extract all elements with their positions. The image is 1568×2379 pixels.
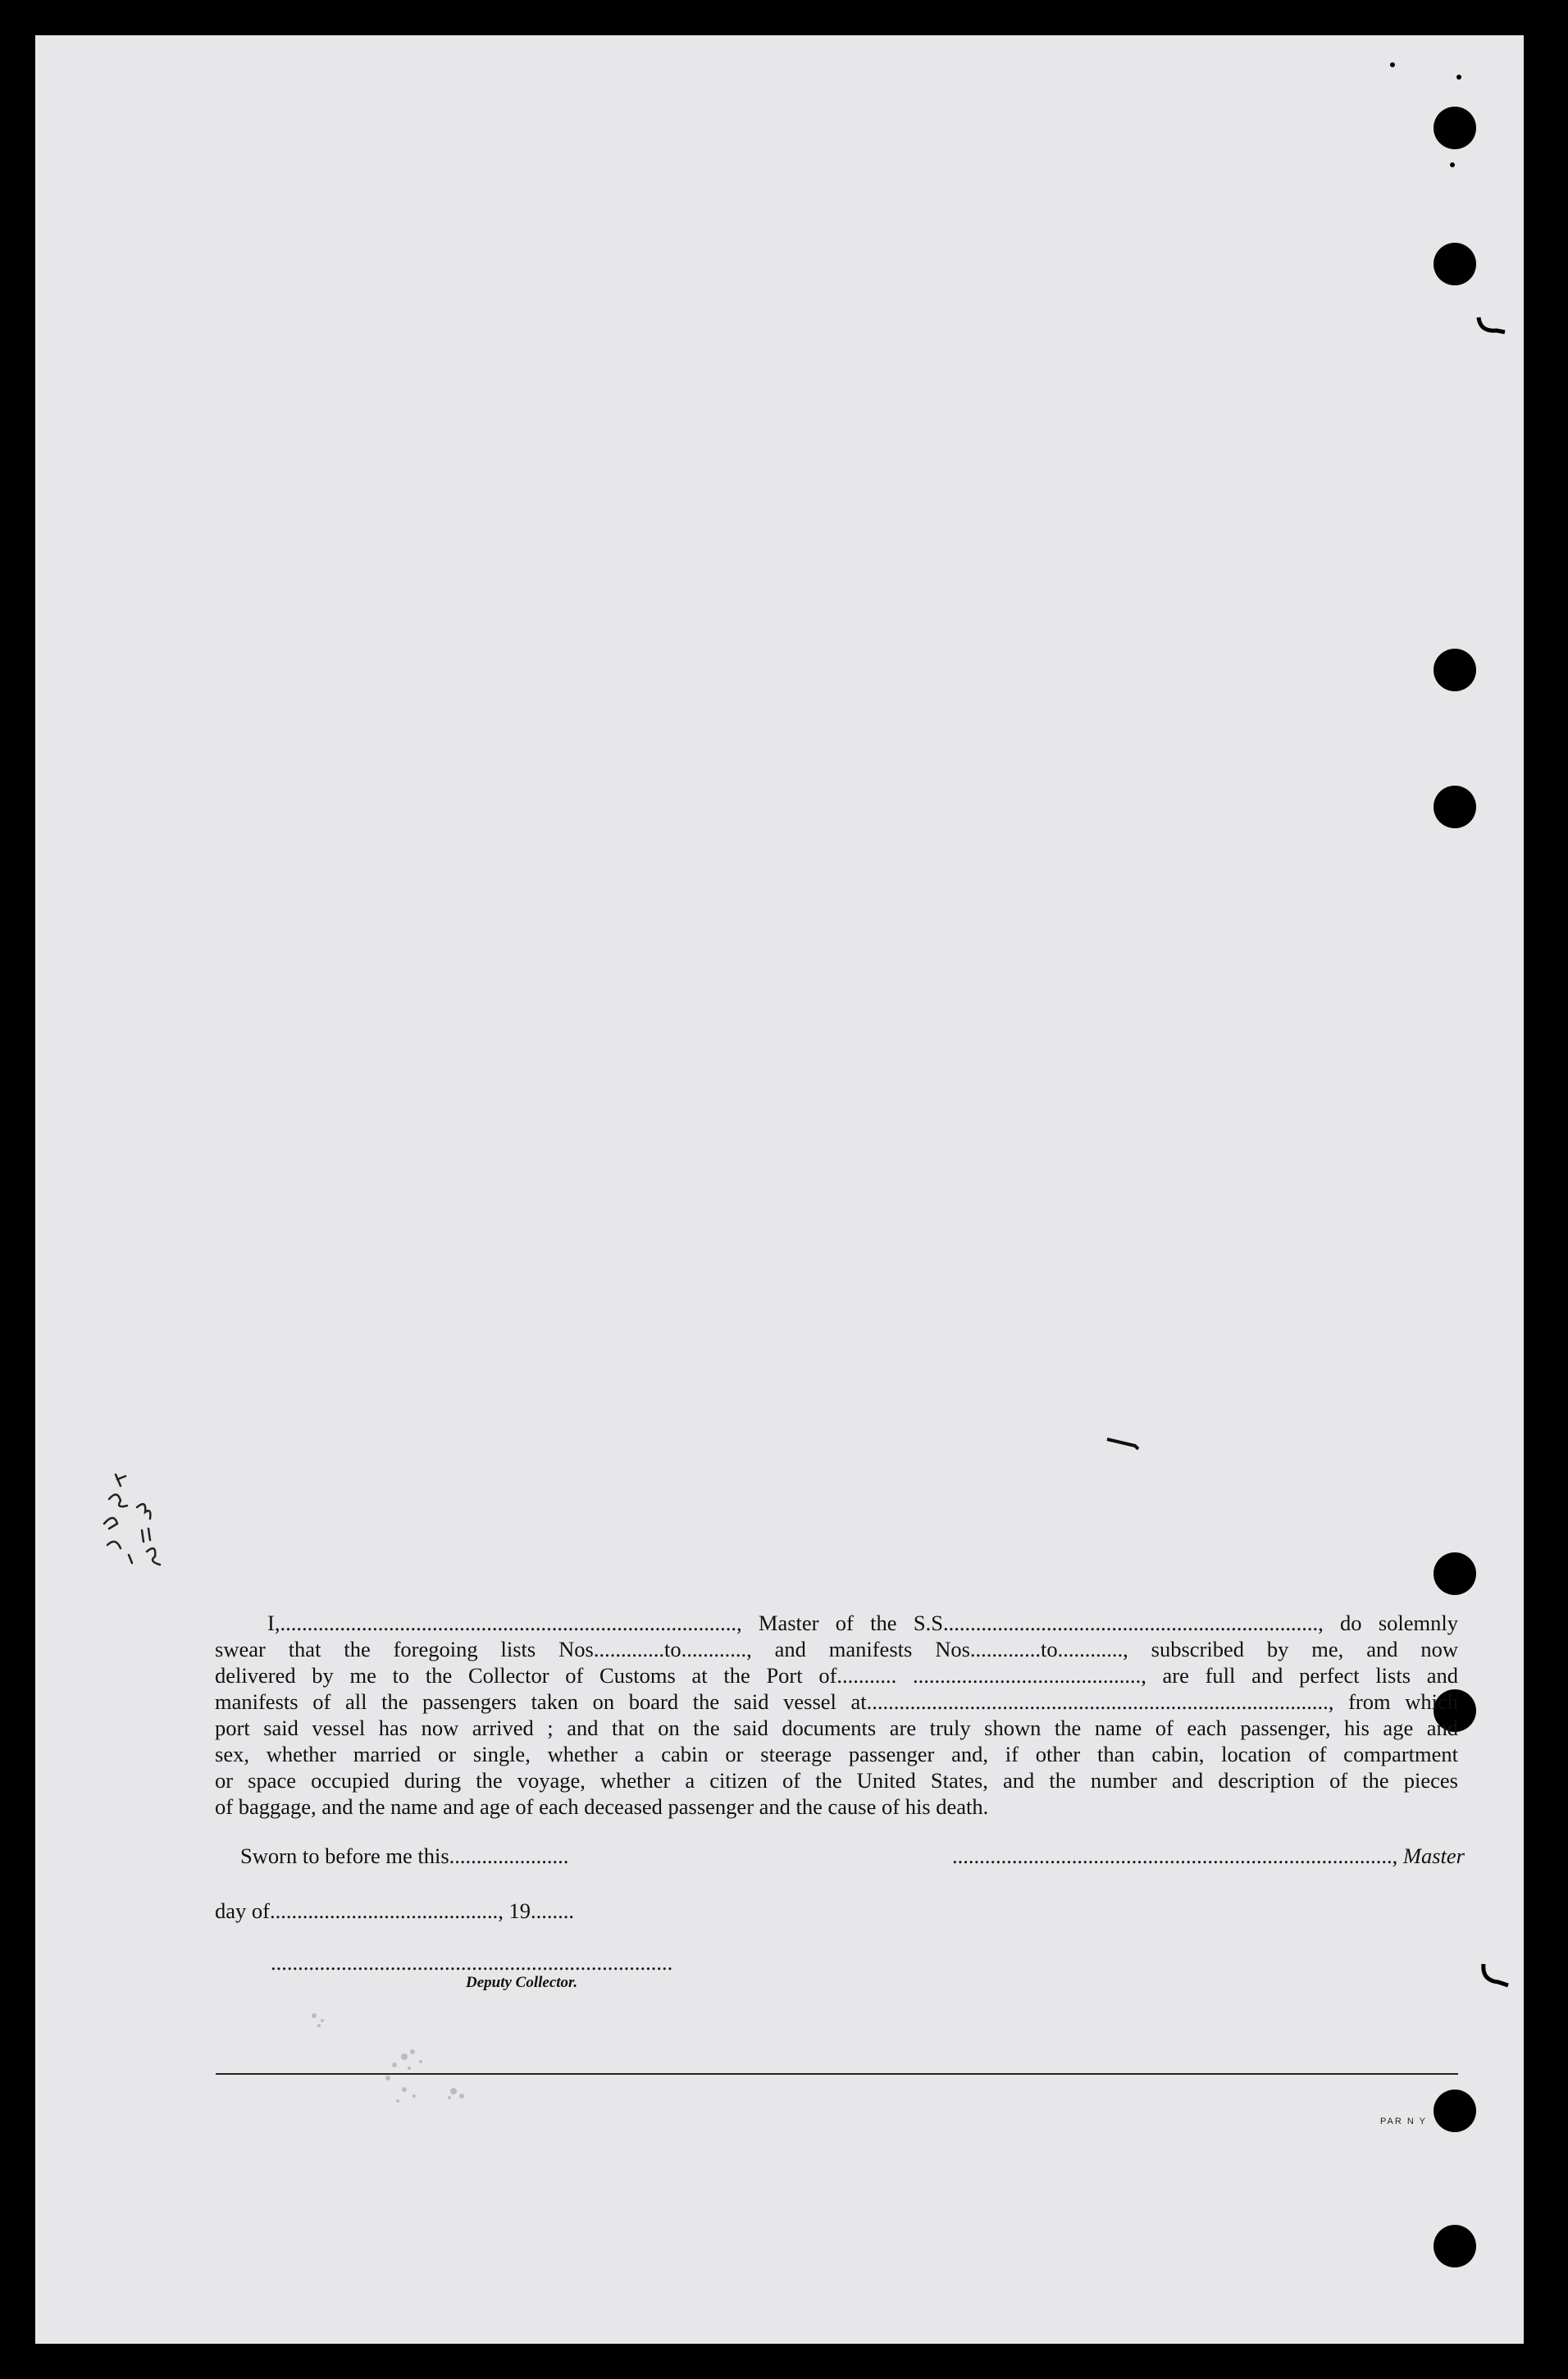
ink-speck xyxy=(1390,62,1395,67)
document-page xyxy=(35,35,1524,2344)
sworn-before-line: Sworn to before me this...................... xyxy=(240,1843,569,1868)
oath-line: or space occupied during the voyage, whether a citizen of the United States, and the number and description of the pieces xyxy=(215,1768,1458,1793)
master-signature-line xyxy=(952,1843,1465,1869)
master-label: Master xyxy=(1402,1843,1465,1868)
stamp-smudge xyxy=(289,1999,536,2114)
collector-signature-line: .......................................................................... xyxy=(271,1950,673,1975)
master-signature-dots: ................................................................................., xyxy=(952,1843,1398,1868)
deputy-collector-label: Deputy Collector. xyxy=(466,1974,578,1991)
tear-mark xyxy=(1479,1962,1520,1995)
handwritten-annotation xyxy=(93,1466,191,1581)
oath-line: I,...................................................................................., Master of the S.S....................................................................., do solemnly xyxy=(267,1611,1458,1635)
oath-line: swear that the foregoing lists Nos.............to............, and manifests Nos.............to............, subscribed by me, and now xyxy=(215,1637,1458,1661)
binder-hole xyxy=(1434,649,1476,691)
date-line: day of.........................................., 19........ xyxy=(215,1898,574,1923)
bottom-rule xyxy=(216,2073,1458,2075)
oath-line: manifests of all the passengers taken on board the said vessel at....................................................................................., from which xyxy=(215,1689,1458,1714)
binder-hole xyxy=(1434,786,1476,828)
binder-hole xyxy=(1434,243,1476,285)
binder-hole xyxy=(1434,2225,1476,2267)
binder-hole xyxy=(1434,1552,1476,1595)
oath-paragraph xyxy=(215,1610,1458,1820)
oath-line: port said vessel has now arrived ; and that on the said documents are truly shown the name of each passenger, his age and xyxy=(215,1716,1458,1740)
printer-mark: PAR N Y xyxy=(1380,2117,1427,2126)
oath-line: of baggage, and the name and age of each deceased passenger and the cause of his death. xyxy=(215,1794,989,1819)
binder-hole xyxy=(1434,107,1476,149)
pen-mark xyxy=(1105,1436,1140,1451)
binder-hole xyxy=(1434,2090,1476,2132)
oath-line: delivered by me to the Collector of Customs at the Port of........... .........................................., are full and perfect lists and xyxy=(215,1663,1458,1688)
ink-speck xyxy=(1456,75,1461,80)
tear-mark xyxy=(1472,314,1513,339)
oath-line: sex, whether married or single, whether a cabin or steerage passenger and, if other than cabin, location of compartment xyxy=(215,1742,1458,1766)
ink-speck xyxy=(1450,162,1455,167)
